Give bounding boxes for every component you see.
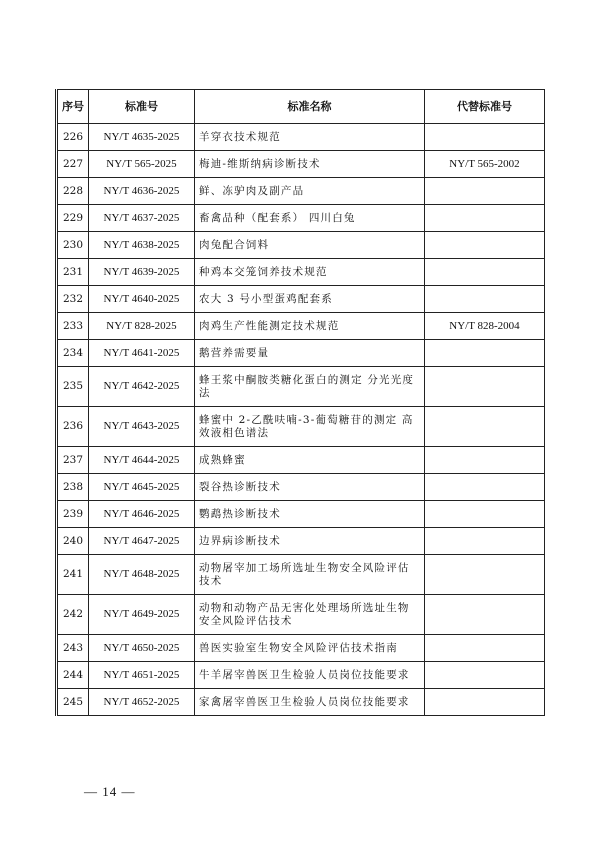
- table-row: [57, 313, 545, 340]
- cell-standard-name: 边界病诊断技术: [195, 528, 425, 555]
- cell-serial: 234: [57, 340, 89, 367]
- cell-standard-name: 畜禽品种（配套系） 四川白兔: [195, 205, 425, 232]
- cell-replaced-standard: [425, 178, 545, 205]
- table-row: [57, 474, 545, 501]
- cell-serial: 242: [57, 595, 89, 635]
- cell-standard-code: NY/T 4650-2025: [89, 635, 195, 662]
- header-standard-name: 标准名称: [195, 90, 425, 124]
- cell-replaced-standard: [425, 662, 545, 689]
- standards-table: [55, 89, 545, 716]
- table-row: [57, 205, 545, 232]
- cell-standard-code: NY/T 4642-2025: [89, 367, 195, 407]
- cell-standard-name: 裂谷热诊断技术: [195, 474, 425, 501]
- cell-standard-code: NY/T 4651-2025: [89, 662, 195, 689]
- cell-serial: 229: [57, 205, 89, 232]
- cell-replaced-standard: [425, 286, 545, 313]
- cell-replaced-standard: [425, 205, 545, 232]
- table-row: [57, 367, 545, 407]
- cell-standard-code: NY/T 4652-2025: [89, 689, 195, 716]
- cell-standard-code: NY/T 4646-2025: [89, 501, 195, 528]
- cell-standard-name: 肉鸡生产性能测定技术规范: [195, 313, 425, 340]
- cell-serial: 231: [57, 259, 89, 286]
- table-row: [57, 232, 545, 259]
- cell-standard-name: 梅迪-维斯纳病诊断技术: [195, 151, 425, 178]
- cell-serial: 240: [57, 528, 89, 555]
- cell-replaced-standard: [425, 124, 545, 151]
- table-header-row: [57, 90, 545, 124]
- cell-serial: 227: [57, 151, 89, 178]
- cell-standard-name: 肉兔配合饲料: [195, 232, 425, 259]
- cell-standard-name: 鹦鹉热诊断技术: [195, 501, 425, 528]
- cell-standard-name: 鲜、冻驴肉及副产品: [195, 178, 425, 205]
- cell-replaced-standard: [425, 555, 545, 595]
- header-serial: 序号: [57, 90, 89, 124]
- cell-serial: 243: [57, 635, 89, 662]
- cell-standard-code: NY/T 4637-2025: [89, 205, 195, 232]
- cell-standard-name: 牛羊屠宰兽医卫生检验人员岗位技能要求: [195, 662, 425, 689]
- table-row: [57, 124, 545, 151]
- cell-standard-code: NY/T 4645-2025: [89, 474, 195, 501]
- cell-serial: 237: [57, 447, 89, 474]
- cell-replaced-standard: [425, 528, 545, 555]
- cell-standard-name: 鹅营养需要量: [195, 340, 425, 367]
- cell-replaced-standard: [425, 689, 545, 716]
- table-row: [57, 407, 545, 447]
- table-row: [57, 528, 545, 555]
- table-row: [57, 501, 545, 528]
- cell-standard-code: NY/T 4648-2025: [89, 555, 195, 595]
- cell-serial: 239: [57, 501, 89, 528]
- cell-standard-code: NY/T 565-2025: [89, 151, 195, 178]
- cell-serial: 244: [57, 662, 89, 689]
- cell-replaced-standard: [425, 635, 545, 662]
- table-row: [57, 447, 545, 474]
- cell-standard-code: NY/T 4636-2025: [89, 178, 195, 205]
- cell-replaced-standard: [425, 447, 545, 474]
- cell-standard-code: NY/T 4639-2025: [89, 259, 195, 286]
- cell-serial: 232: [57, 286, 89, 313]
- table-row: [57, 151, 545, 178]
- table-row: [57, 178, 545, 205]
- cell-standard-code: NY/T 4643-2025: [89, 407, 195, 447]
- cell-standard-code: NY/T 4641-2025: [89, 340, 195, 367]
- table-body: [57, 124, 545, 716]
- cell-serial: 235: [57, 367, 89, 407]
- cell-replaced-standard: [425, 501, 545, 528]
- cell-standard-code: NY/T 828-2025: [89, 313, 195, 340]
- cell-serial: 238: [57, 474, 89, 501]
- cell-serial: 241: [57, 555, 89, 595]
- cell-replaced-standard: [425, 407, 545, 447]
- cell-serial: 236: [57, 407, 89, 447]
- cell-replaced-standard: [425, 595, 545, 635]
- cell-replaced-standard: [425, 259, 545, 286]
- cell-standard-code: NY/T 4644-2025: [89, 447, 195, 474]
- cell-standard-name: 蜂王浆中酮胺类糖化蛋白的测定 分光光度法: [195, 367, 425, 407]
- cell-serial: 228: [57, 178, 89, 205]
- cell-standard-name: 蜂蜜中 2-乙酰呋喃-3-葡萄糖苷的测定 高效液相色谱法: [195, 407, 425, 447]
- table-row: [57, 635, 545, 662]
- cell-serial: 233: [57, 313, 89, 340]
- page-number: — 14 —: [84, 784, 136, 799]
- cell-standard-name: 种鸡本交笼饲养技术规范: [195, 259, 425, 286]
- cell-standard-name: 动物屠宰加工场所选址生物安全风险评估技术: [195, 555, 425, 595]
- cell-serial: 245: [57, 689, 89, 716]
- table-row: [57, 595, 545, 635]
- cell-standard-code: NY/T 4635-2025: [89, 124, 195, 151]
- cell-standard-name: 成熟蜂蜜: [195, 447, 425, 474]
- cell-serial: 226: [57, 124, 89, 151]
- cell-standard-name: 农大 3 号小型蛋鸡配套系: [195, 286, 425, 313]
- cell-standard-code: NY/T 4638-2025: [89, 232, 195, 259]
- table-row: [57, 286, 545, 313]
- header-standard-code: 标准号: [89, 90, 195, 124]
- table-row: [57, 555, 545, 595]
- table-row: [57, 340, 545, 367]
- cell-standard-code: NY/T 4649-2025: [89, 595, 195, 635]
- table-row: [57, 662, 545, 689]
- table-row: [57, 689, 545, 716]
- cell-standard-code: NY/T 4640-2025: [89, 286, 195, 313]
- table-row: [57, 259, 545, 286]
- cell-replaced-standard: [425, 367, 545, 407]
- cell-standard-name: 羊穿衣技术规范: [195, 124, 425, 151]
- header-replaced-standard: 代替标准号: [425, 90, 545, 124]
- cell-replaced-standard: [425, 474, 545, 501]
- cell-replaced-standard: [425, 232, 545, 259]
- cell-standard-name: 动物和动物产品无害化处理场所选址生物安全风险评估技术: [195, 595, 425, 635]
- cell-replaced-standard: [425, 340, 545, 367]
- cell-standard-name: 家禽屠宰兽医卫生检验人员岗位技能要求: [195, 689, 425, 716]
- cell-standard-code: NY/T 4647-2025: [89, 528, 195, 555]
- cell-replaced-standard: NY/T 565-2002: [425, 151, 545, 178]
- cell-replaced-standard: NY/T 828-2004: [425, 313, 545, 340]
- cell-serial: 230: [57, 232, 89, 259]
- cell-standard-name: 兽医实验室生物安全风险评估技术指南: [195, 635, 425, 662]
